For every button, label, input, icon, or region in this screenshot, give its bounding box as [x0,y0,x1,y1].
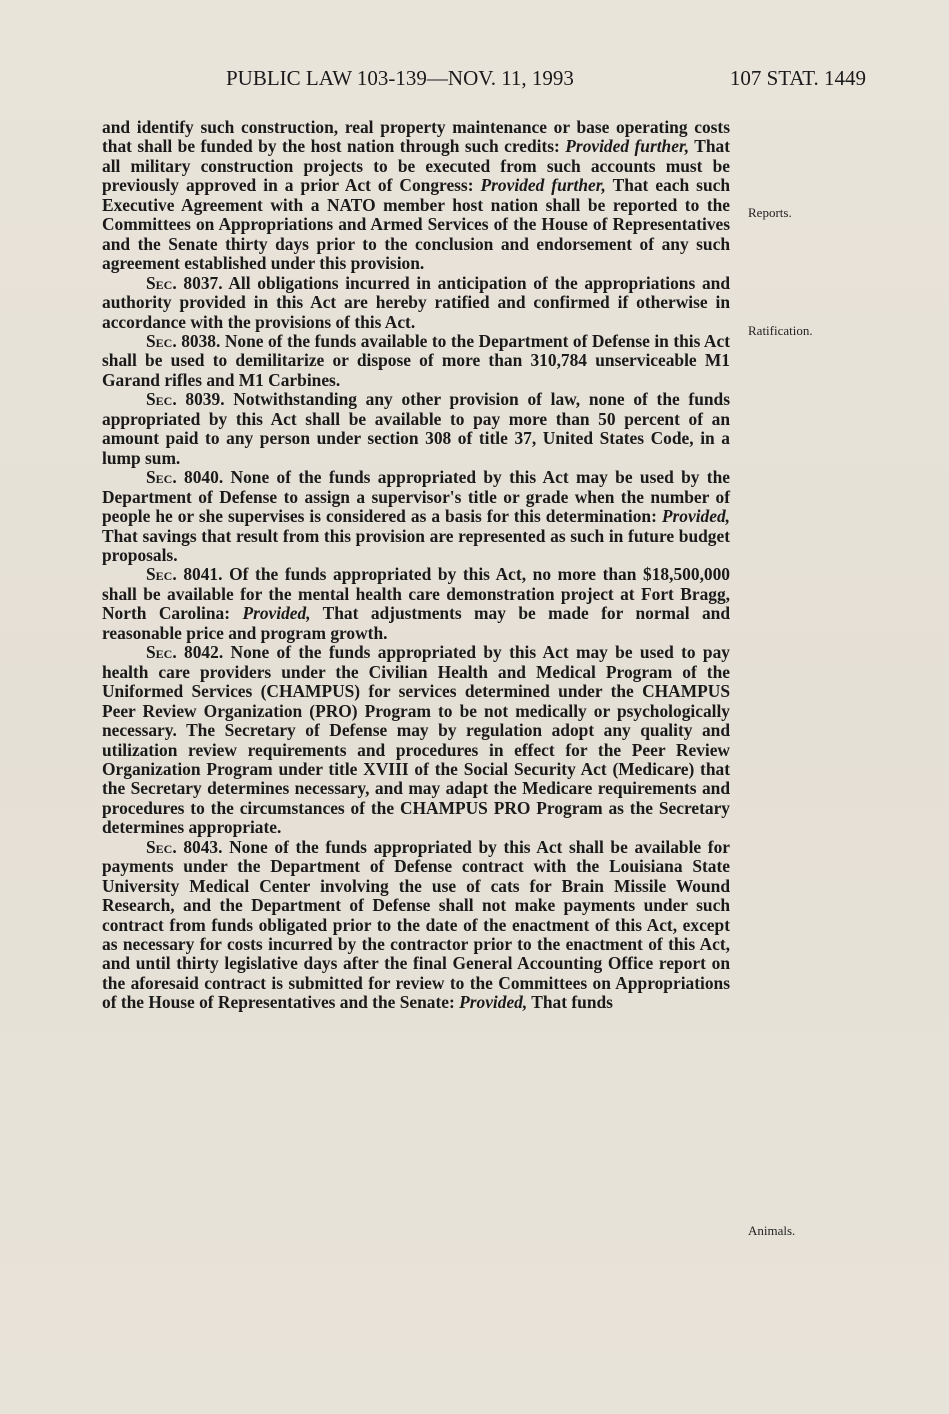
text-run: Of the funds appropriated by this Act, no more than $18,500,000 shall be available for the mental health care demonstration project at Fort Bragg, North Carolina: [102,564,730,624]
text-run: That savings that result from this provision are represented as such in future budget proposals. [102,525,730,565]
section-8037 [102,274,730,332]
italic-run: Provided further, [480,175,606,196]
text-run: None of the funds appropriated by this Act may be used by the Department of Defense to assign a supervisor's title or grade when the number of people he or she supervises is considered as a basis for this determination: [102,467,730,527]
text-run: That funds [527,992,613,1013]
section-label: Sec. 8043. [146,836,223,857]
header-title: PUBLIC LAW 103-139—NOV. 11, 1993 [226,66,574,90]
section-8038 [102,332,730,390]
text-run: That each such Executive Agreement with a NATO member host nation shall be reported to the Committees on Appropriations and Armed Services of the House of Representatives and the Senate thirty days prior to the conclusion and endorsement of any such agreement established under this provision. [102,175,731,274]
section-label: Sec. 8040. [146,467,224,488]
section-8040 [102,468,730,565]
section-label: Sec. 8041. [146,564,223,585]
section-8042 [102,643,730,838]
italic-run: Provided further, [565,136,690,157]
text-run: None of the funds available to the Department of Defense in this Act shall be used to demilitarize or dispose of more than 310,784 unserviceable M1 Garand rifles and M1 Carbines. [102,330,730,390]
section-8041 [102,565,730,643]
margin-note-animals: Animals. [748,1223,796,1238]
section-label: Sec. 8038. [146,330,221,351]
section-label: Sec. 8039. [146,389,225,410]
text-run: That adjustments may be made for normal and reasonable price and program growth. [102,603,731,643]
section-label: Sec. 8042. [146,642,224,663]
page-header [226,66,866,102]
text-run: Notwithstanding any other provision of law, none of the funds appropriated by this Act shall be available to pay more than 50 percent of an amount paid to any person under section 308 of title 37, United States Code, in a lump sum. [102,389,730,468]
text-run: and identify such construction, real property maintenance or base operating costs that shall be funded by the host nation through such credits: [102,117,730,157]
body-text [102,118,730,1013]
italic-run: Provided, [661,506,730,527]
italic-run: Provided, [242,603,311,624]
margin-note-reports: Reports. [748,205,792,220]
italic-run: Provided, [459,992,528,1013]
text-run: None of the funds appropriated by this Act may be used to pay health care providers under the Civilian Health and Medical Program of the Uniformed Services (CHAMPUS) for services determined under the CHAMPUS Peer Review Organization (PRO) Program to be not medically or psychologically necessary. The Secretary of Defense may by regulation adopt any quality and utilization review requirements and procedures in effect for the Peer Review Organization Program under title XVIII of the Social Security Act (Medicare) that the Secretary determines necessary, and may adapt the Medicare requirements and procedures to the circumstances of the CHAMPUS PRO Program as the Secretary determines appropriate. [102,642,730,838]
section-label: Sec. 8037. [146,272,223,293]
paragraph-continuation [102,118,730,274]
text-run: All obligations incurred in anticipation of the appropriations and authority provided in this Act are hereby ratified and confirmed if otherwise in accordance with the provisions of this Act. [102,272,730,332]
text-run: None of the funds appropriated by this Act shall be available for payments under the Department of Defense contract with the Louisiana State University Medical Center involving the use of cats for Brain Missile Wound Research, and the Department of Defense shall not make payments under such contract from funds obligated prior to the date of the enactment of this Act, except as necessary for costs incurred by the contractor prior to the enactment of this Act, and until thirty legislative days after the final General Accounting Office report on the aforesaid contract is submitted for review to the Committees on Appropriations of the House of Representatives and the Senate: [102,836,730,1013]
section-8039 [102,390,730,468]
section-8043 [102,838,730,1013]
text-run: That all military construction projects to be executed from such accounts must be previously approved in a prior Act of Congress: [102,136,731,196]
margin-note-ratification: Ratification. [748,323,813,338]
header-stat-citation: 107 STAT. 1449 [729,66,866,90]
